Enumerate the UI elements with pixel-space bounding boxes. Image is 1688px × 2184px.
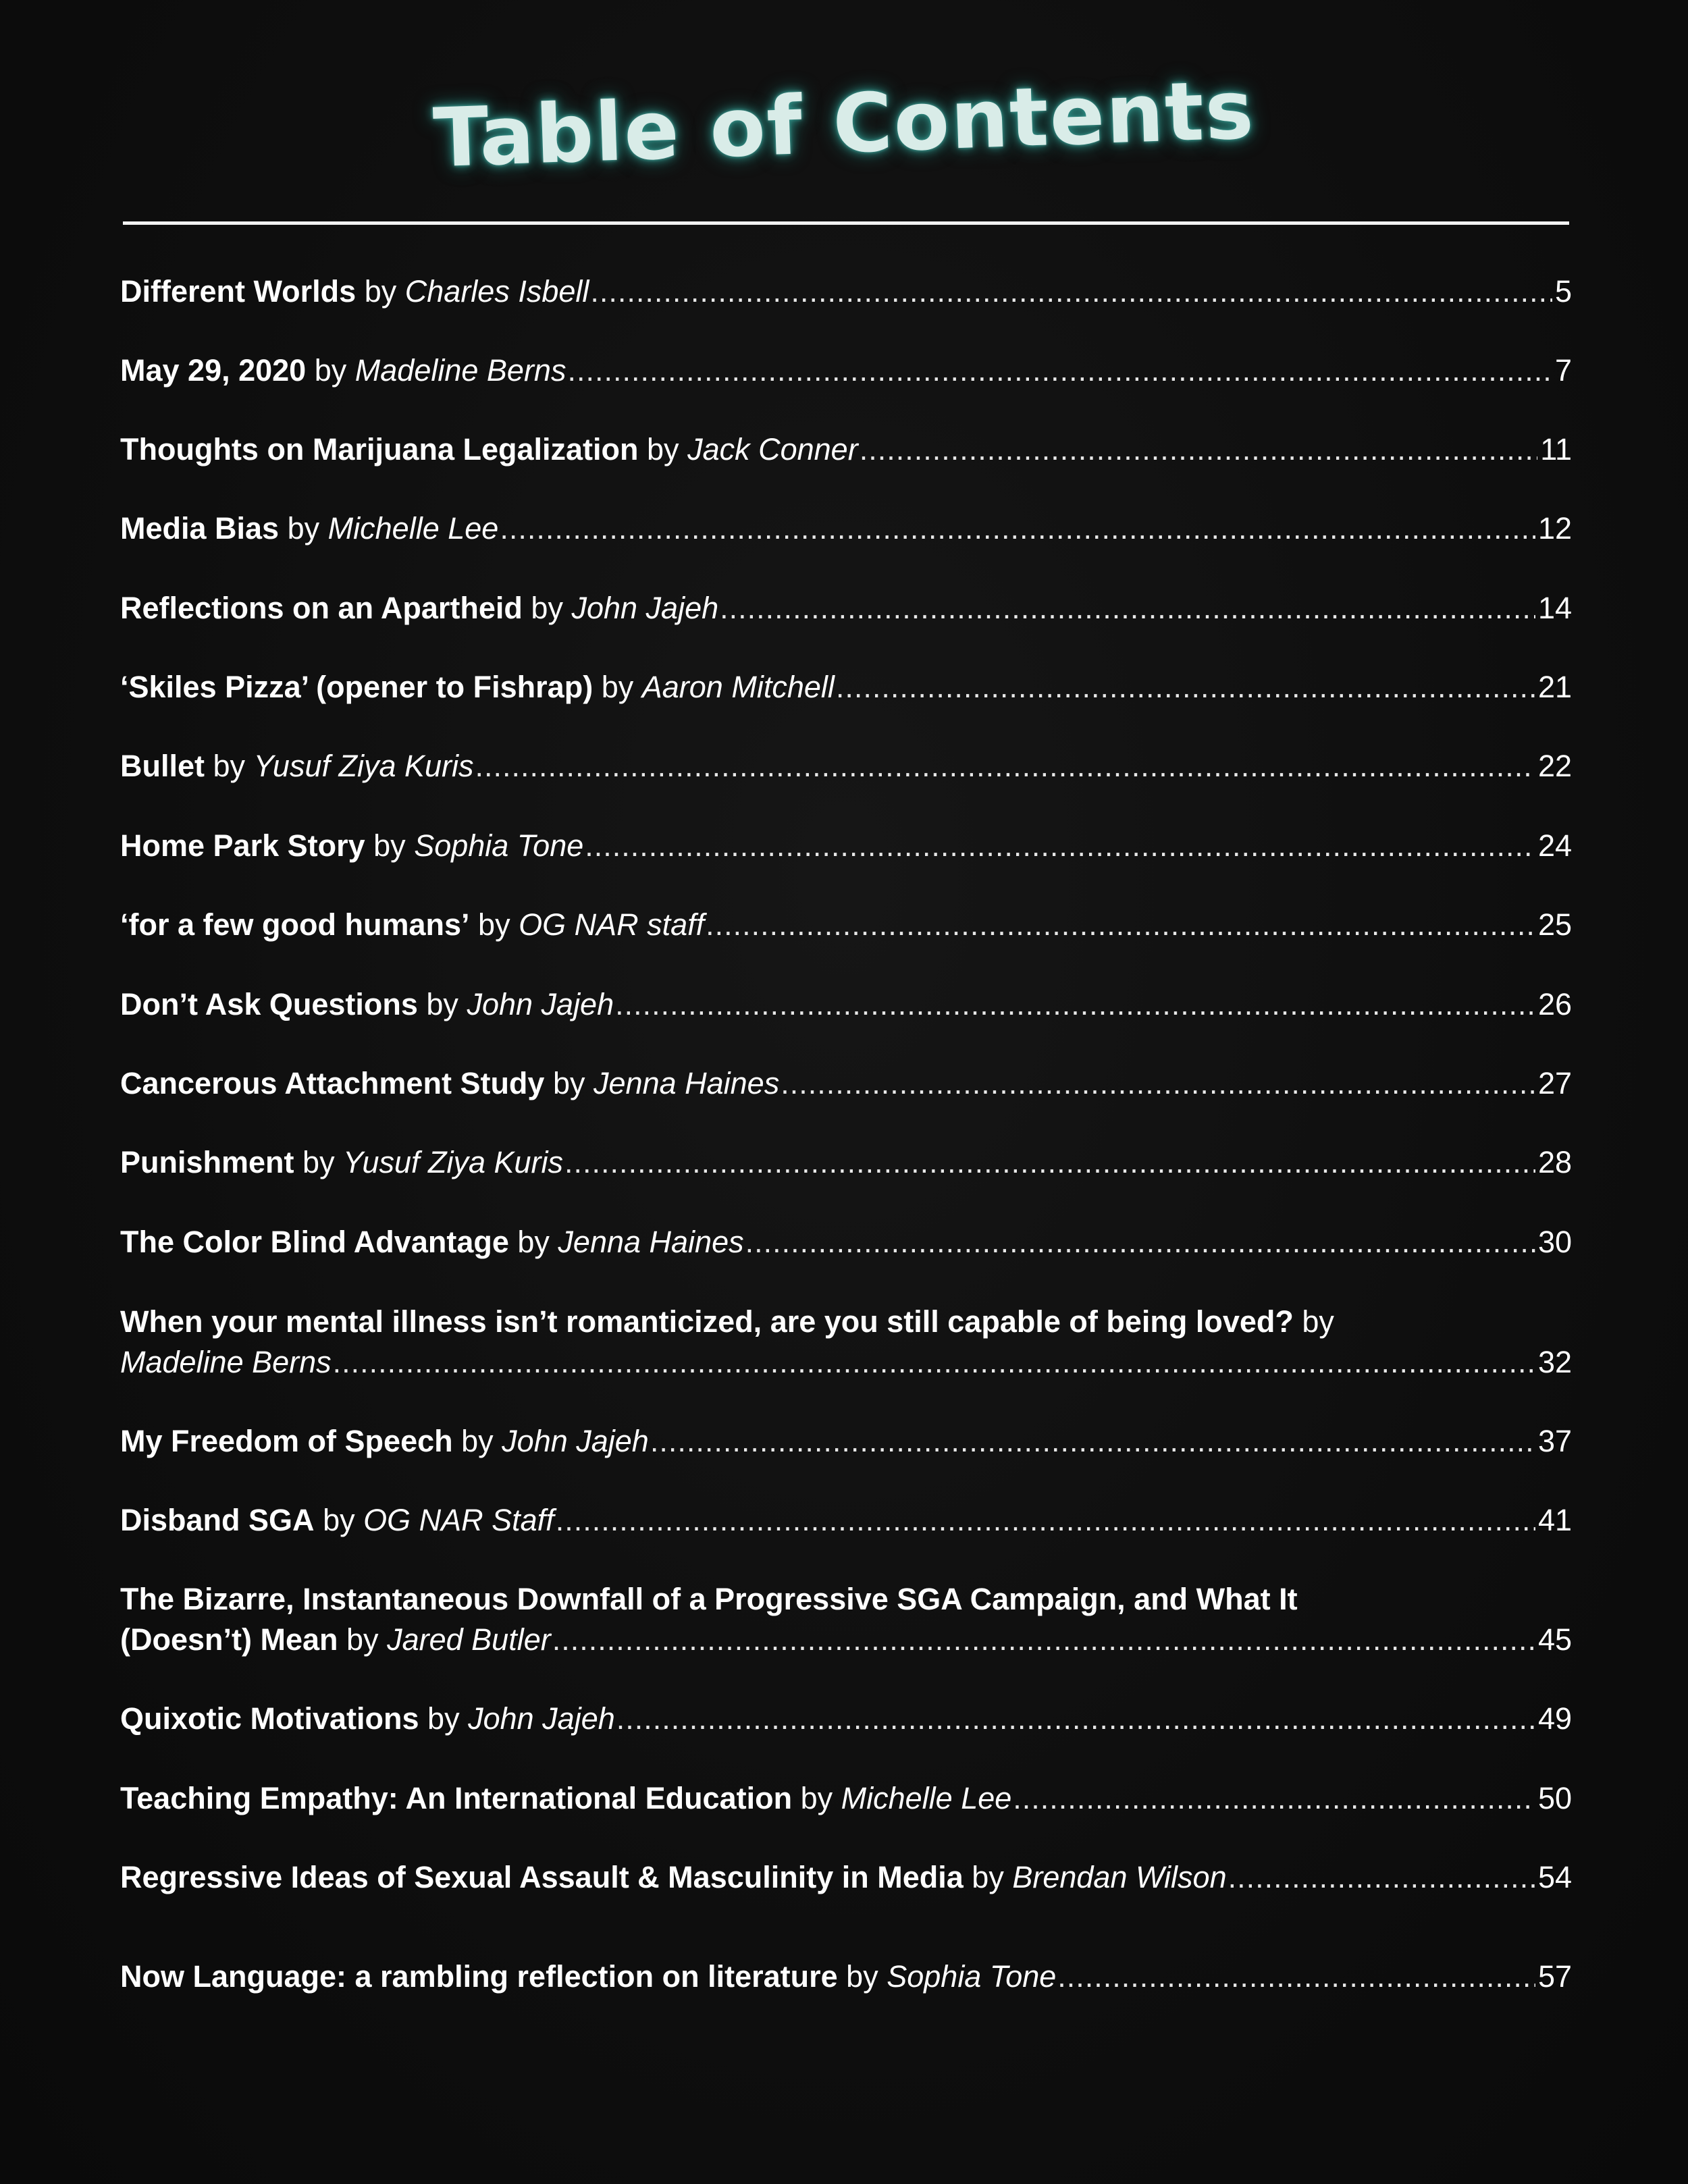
by-word: by: [972, 1860, 1004, 1894]
dot-leader: [706, 905, 1535, 945]
table-of-contents: [120, 0, 1572, 2184]
dot-leader: [615, 984, 1535, 1025]
entry-page: 27: [1537, 1066, 1572, 1100]
by-word: by: [800, 1781, 833, 1815]
toc-entry[interactable]: [120, 1142, 1572, 1183]
toc-entry[interactable]: [120, 1956, 1572, 1997]
entry-page: 37: [1537, 1424, 1572, 1458]
entry-title: The Color Blind Advantage: [120, 1225, 509, 1259]
entry-title: Now Language: a rambling reflection on literature: [120, 1959, 838, 1994]
entry-title: Quixotic Motivations: [120, 1701, 419, 1736]
by-word: by: [461, 1424, 494, 1458]
dot-leader: [556, 1500, 1535, 1541]
entry-author: OG NAR Staff: [363, 1503, 554, 1537]
entry-author: John Jajeh: [467, 987, 614, 1021]
dot-leader: [585, 826, 1535, 866]
toc-entry[interactable]: [120, 1857, 1572, 1898]
entry-author: Madeline Berns: [120, 1345, 332, 1379]
dot-leader: [720, 588, 1535, 629]
by-word: by: [364, 274, 397, 309]
entry-author: Aaron Mitchell: [641, 670, 835, 704]
entry-page: 57: [1537, 1959, 1572, 1994]
by-word: by: [426, 987, 458, 1021]
entry-page: 49: [1537, 1701, 1572, 1736]
dot-leader: [1013, 1778, 1535, 1819]
by-word: by: [1302, 1304, 1334, 1339]
entry-page: 50: [1537, 1781, 1572, 1815]
entry-page: 22: [1537, 749, 1572, 783]
entry-page: 7: [1554, 353, 1572, 388]
entry-title: Don’t Ask Questions: [120, 987, 418, 1021]
by-word: by: [846, 1959, 878, 1994]
by-word: by: [647, 432, 679, 467]
entry-author: Sophia Tone: [887, 1959, 1057, 1994]
entry-title: Disband SGA: [120, 1503, 315, 1537]
dot-leader: [590, 271, 1552, 312]
entry-author: Michelle Lee: [327, 511, 499, 545]
dot-leader: [860, 429, 1538, 470]
toc-entry[interactable]: [120, 429, 1572, 470]
entry-author: Michelle Lee: [841, 1781, 1012, 1815]
entry-author: John Jajeh: [468, 1701, 615, 1736]
entry-author: Jenna Haines: [558, 1225, 744, 1259]
dot-leader: [1057, 1956, 1535, 1997]
toc-entry[interactable]: [120, 271, 1572, 312]
entry-author: John Jajeh: [571, 591, 719, 625]
toc-entry[interactable]: [120, 588, 1572, 629]
entry-page: 24: [1537, 828, 1572, 863]
toc-entry[interactable]: [120, 984, 1572, 1025]
entry-page: 12: [1537, 511, 1572, 545]
by-word: by: [314, 353, 347, 388]
entry-page: 26: [1537, 987, 1572, 1021]
toc-entry[interactable]: [120, 1500, 1572, 1541]
dot-leader: [781, 1063, 1535, 1104]
toc-entry[interactable]: [120, 1579, 1572, 1660]
toc-entry[interactable]: [120, 1063, 1572, 1104]
entry-title: Different Worlds: [120, 274, 357, 309]
toc-entry[interactable]: [120, 905, 1572, 945]
entry-author: Madeline Berns: [354, 353, 566, 388]
entry-page: 30: [1537, 1225, 1572, 1259]
toc-entry[interactable]: [120, 1421, 1572, 1462]
dot-leader: [836, 667, 1535, 708]
entry-author: Jared Butler: [387, 1622, 551, 1657]
by-word: by: [601, 670, 634, 704]
by-word: by: [287, 511, 320, 545]
entry-title: Cancerous Attachment Study: [120, 1066, 545, 1100]
toc-entry[interactable]: [120, 746, 1572, 787]
entry-page: 41: [1537, 1503, 1572, 1537]
by-word: by: [302, 1145, 335, 1179]
page-title: Table of Contents: [431, 63, 1257, 186]
toc-entry[interactable]: [120, 826, 1572, 866]
entry-page: 5: [1554, 274, 1572, 309]
entry-page: 25: [1537, 907, 1572, 942]
entry-page: 45: [1537, 1622, 1572, 1657]
toc-entry[interactable]: [120, 1699, 1572, 1739]
entry-author: Charles Isbell: [404, 274, 589, 309]
dot-leader: [650, 1421, 1535, 1462]
toc-entry[interactable]: [120, 1222, 1572, 1262]
entry-title: Reflections on an Apartheid: [120, 591, 523, 625]
entry-author: Sophia Tone: [414, 828, 584, 863]
entry-author: Jack Conner: [687, 432, 858, 467]
entry-title: Bullet: [120, 749, 205, 783]
entry-title: Punishment: [120, 1145, 294, 1179]
by-word: by: [323, 1503, 355, 1537]
by-word: by: [517, 1225, 550, 1259]
entry-author: OG NAR staff: [519, 907, 705, 942]
entry-author: Brendan Wilson: [1012, 1860, 1227, 1894]
entry-page: 32: [1537, 1345, 1572, 1379]
dot-leader: [333, 1342, 1535, 1383]
entry-title: When your mental illness isn’t romanticized, are you still capable of being loved?: [120, 1304, 1294, 1339]
toc-entry[interactable]: [120, 1778, 1572, 1819]
entry-author: Yusuf Ziya Kuris: [343, 1145, 564, 1179]
entry-title: Home Park Story: [120, 828, 365, 863]
dot-leader: [567, 350, 1552, 391]
dot-leader: [552, 1620, 1535, 1660]
entry-title: My Freedom of Speech: [120, 1424, 453, 1458]
entry-author: Yusuf Ziya Kuris: [253, 749, 474, 783]
by-word: by: [427, 1701, 460, 1736]
dot-leader: [1228, 1857, 1535, 1898]
entry-page: 21: [1537, 670, 1572, 704]
entry-title-line1: The Bizarre, Instantaneous Downfall of a Progressive SGA Campaign, and What It: [120, 1582, 1298, 1616]
entry-title-line2: (Doesn’t) Mean: [120, 1622, 338, 1657]
entry-author: Jenna Haines: [594, 1066, 780, 1100]
toc-entry[interactable]: [120, 667, 1572, 708]
dot-leader: [745, 1222, 1535, 1262]
by-word: by: [213, 749, 246, 783]
entry-title: Thoughts on Marijuana Legalization: [120, 432, 639, 467]
dot-leader: [475, 746, 1535, 787]
entry-title: ‘for a few good humans’: [120, 907, 470, 942]
entry-page: 54: [1537, 1860, 1572, 1894]
entry-title: Teaching Empathy: An International Education: [120, 1781, 793, 1815]
toc-entry[interactable]: [120, 1302, 1572, 1383]
by-word: by: [373, 828, 406, 863]
dot-leader: [500, 508, 1535, 549]
dot-leader: [616, 1699, 1535, 1739]
entry-title: May 29, 2020: [120, 353, 307, 388]
entry-page: 11: [1540, 432, 1572, 467]
entry-page: 14: [1537, 591, 1572, 625]
by-word: by: [478, 907, 510, 942]
by-word: by: [346, 1622, 379, 1657]
dot-leader: [564, 1142, 1535, 1183]
toc-entry[interactable]: [120, 508, 1572, 549]
entry-page: 28: [1537, 1145, 1572, 1179]
by-word: by: [531, 591, 563, 625]
entry-author: John Jajeh: [502, 1424, 649, 1458]
entry-title: Media Bias: [120, 511, 280, 545]
toc-entry[interactable]: [120, 350, 1572, 391]
entry-title: ‘Skiles Pizza’ (opener to Fishrap): [120, 670, 594, 704]
by-word: by: [552, 1066, 585, 1100]
entry-title: Regressive Ideas of Sexual Assault & Masculinity in Media: [120, 1860, 964, 1894]
